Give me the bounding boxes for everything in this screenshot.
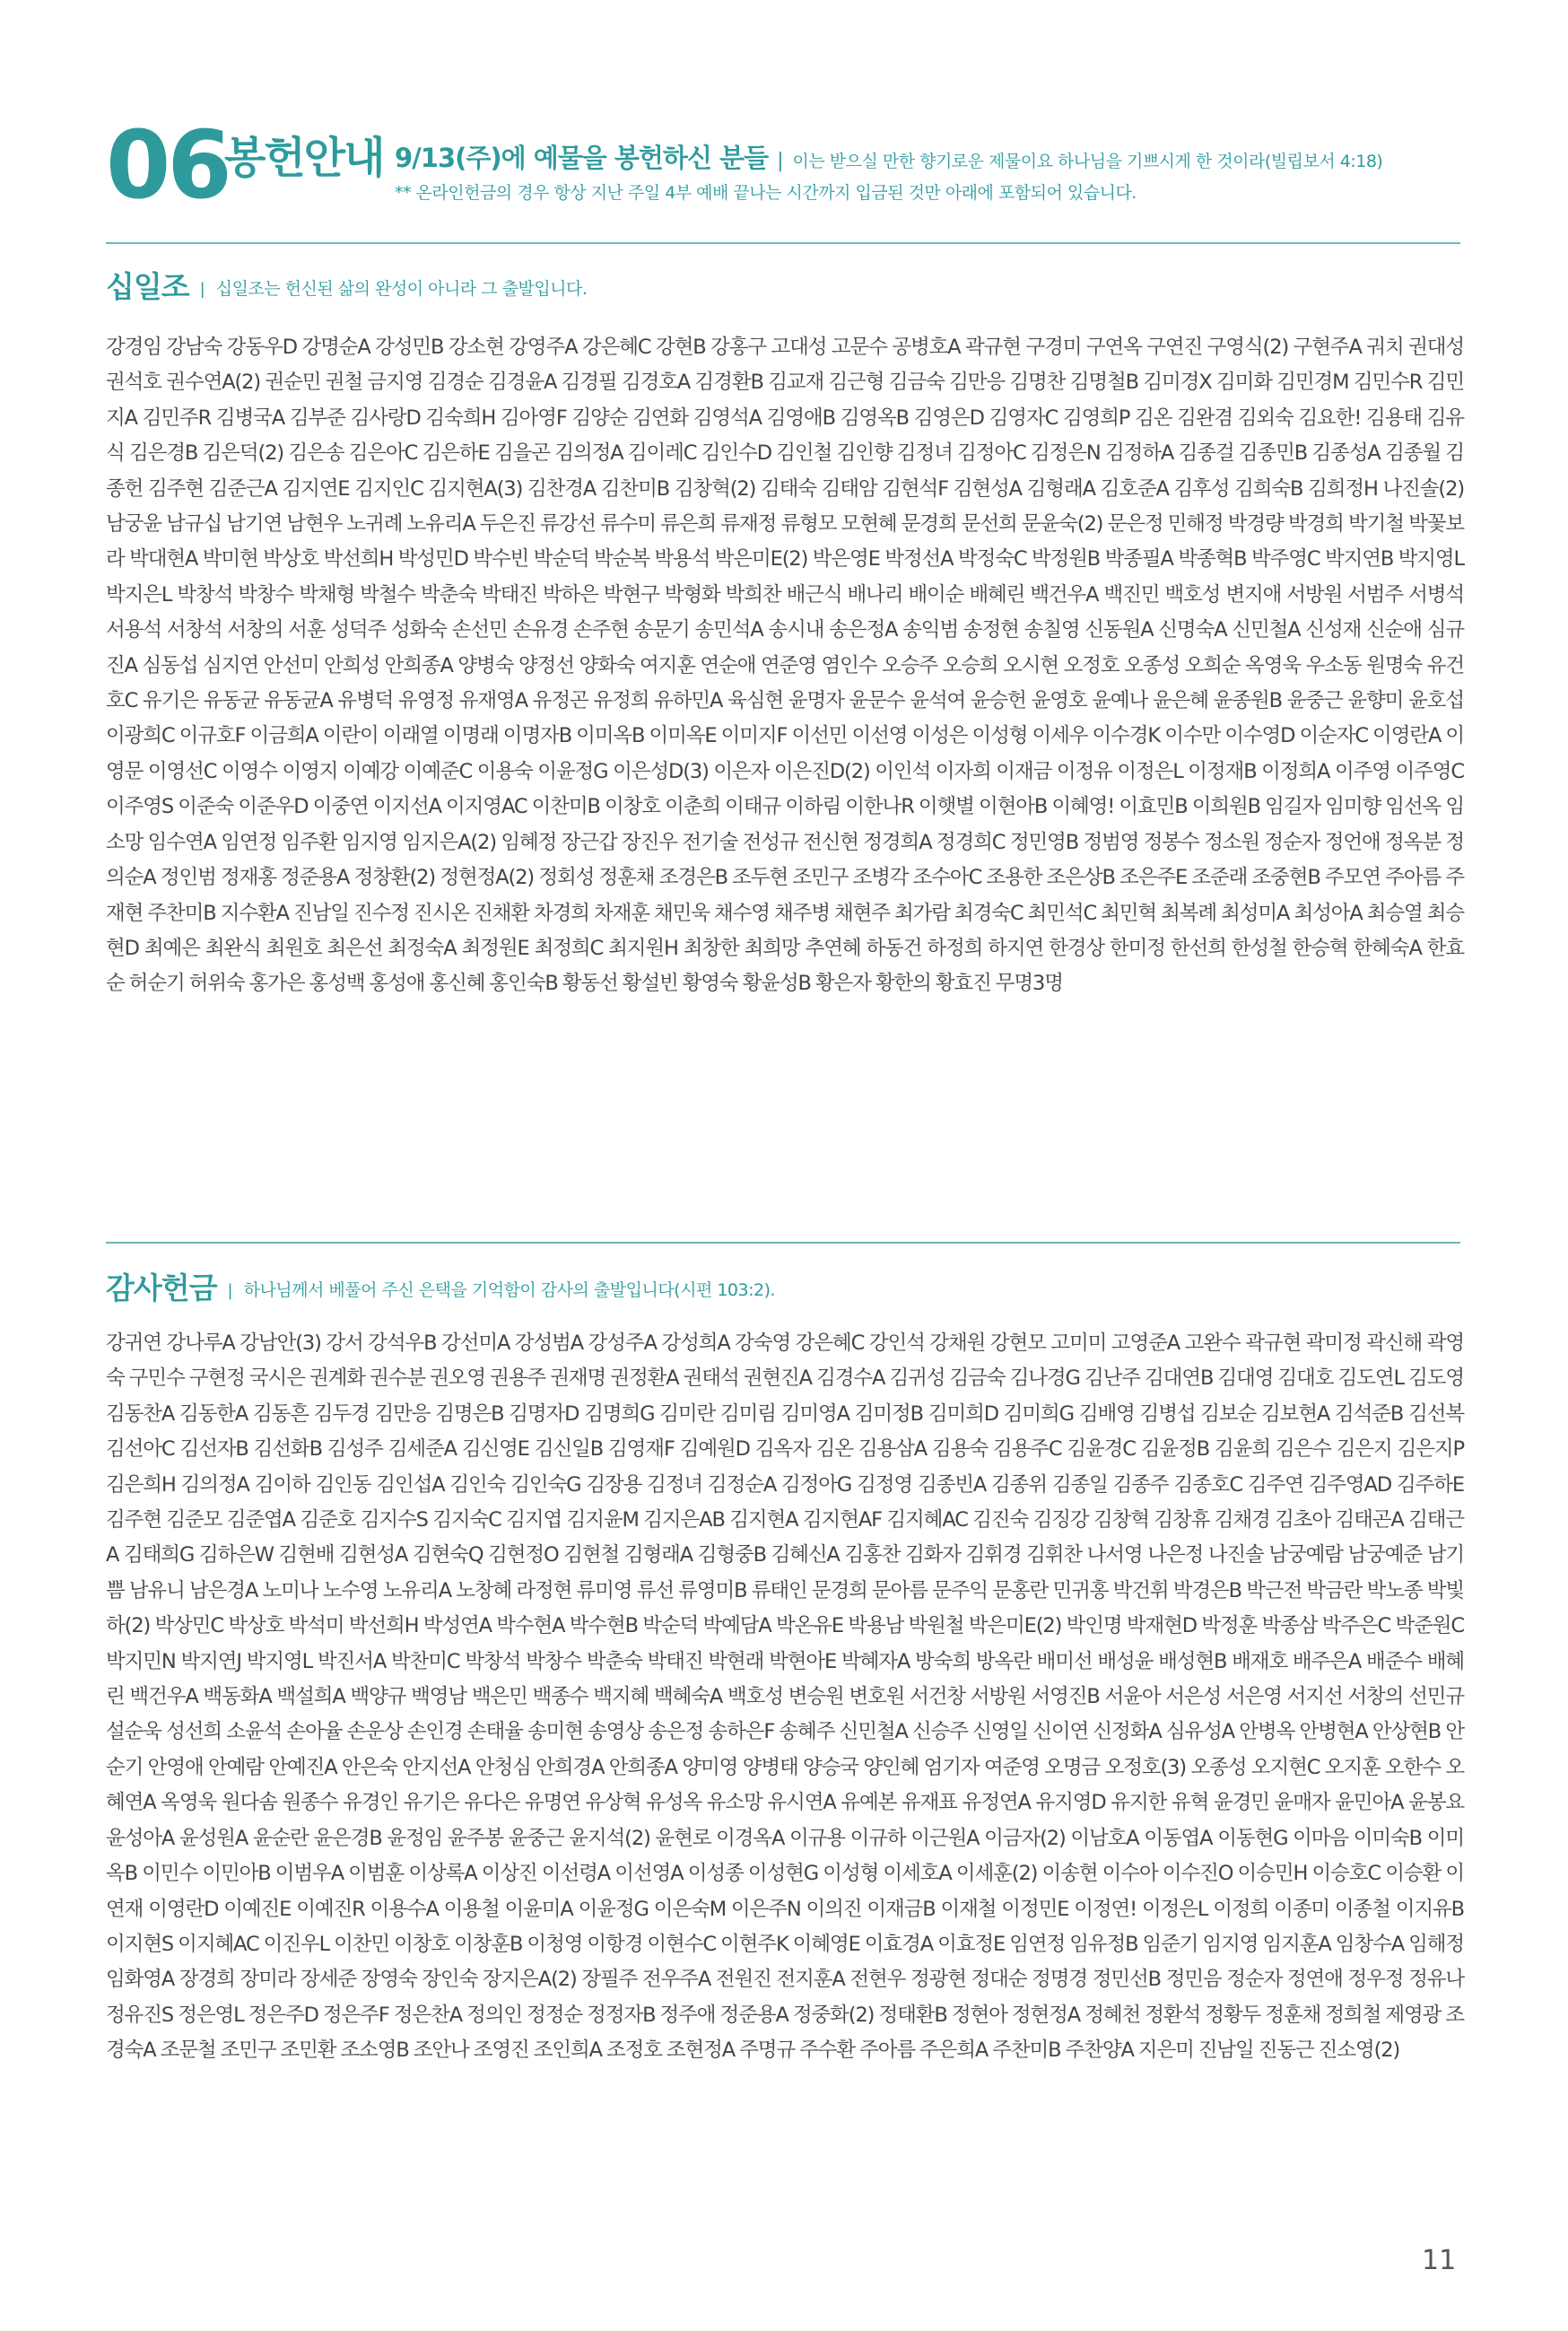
tithe-title: 십일조 xyxy=(106,269,189,304)
thanks-title: 감사헌금 xyxy=(106,1270,217,1305)
online-offering-note: ** 온라인헌금의 경우 항상 지난 주일 4부 예배 끝나는 시간까지 입금된 것만 아래에 포함되어 있습니다. xyxy=(395,183,1137,203)
header-subtitle-line xyxy=(395,138,1382,175)
section-divider xyxy=(106,1242,1460,1244)
tithe-names-list: 강경임 강남숙 강동우D 강명순A 강성민B 강소현 강영주A 강은혜C 강현B 강홍구 고대성 고문수 공병호A 곽규현 구경미 구연옥 구연진 구영식(2) 구현주A 궈치 권대성 권석호 권수연A(2) 권순민 권철 금지영 김경순 김경윤A 김경필 김경호A 김경환B 김교재 김근형 김금숙 김만응 김명찬 김명철B 김미경X 김미화 김민경M 김민수R 김민지A 김민주R 김병국A 김부준 김사랑D 김숙희H 김아영F 김양순 김연화 김영석A 김영애B 김영옥B 김영은D 김영자C 김영희P 김온 김완겸 김외숙 김요한! 김용태 김유식 김은경B 김은덕(2) 김은송 김은아C 김은하E 김을곤 김의정A 김이레C 김인수D 김인철 김인향 김정녀 김정아C 김정은N 김정하A 김종걸 김종민B 김종성A 김종월 김종헌 김주현 김준근A 김지연E 김지인C 김지현A(3) 김찬경A 김찬미B 김창혁(2) 김태숙 김태암 김현석F 김현성A 김형래A 김호준A 김후성 김희숙B 김희정H 나진솔(2) 남궁윤 남규십 남기연 남현우 노귀례 노유리A 두은진 류강선 류수미 류은희 류재정 류형모 모현혜 문경희 문선희 문윤숙(2) 문은정 민해정 박경량 박경희 박기철 박꽃보라 박대현A 박미현 박상호 박선희H 박성민D 박수빈 박순덕 박순복 박용석 박은미E(2) 박은영E 박정선A 박정숙C 박정원B 박종필A 박종혁B 박주영C 박지연B 박지영L 박지은L 박창석 박창수 박채형 박철수 박춘숙 박태진 박하은 박현구 박형화 박희찬 배근식 배나리 배이순 배혜린 백건우A 백진민 백호성 변지애 서방원 서범주 서병석 서용석 서창석 서창의 서훈 성덕주 성화숙 손선민 손유경 손주현 송문기 송민석A 송시내 송은정A 송익범 송정현 송칠영 신동원A 신명숙A 신민철A 신성재 신순애 심규진A 심동섭 심지연 안선미 안희성 안희종A 양병숙 양정선 양화숙 여지훈 연순애 연준영 염인수 오승주 오승희 오시현 오정호 오종성 오희순 옥영욱 우소동 원명숙 유건호C 유기은 유동균 유동균A 유병덕 유영정 유재영A 유정곤 유정희 유하민A 육심현 윤명자 윤문수 윤석여 윤승헌 윤영호 윤예나 윤은혜 윤종원B 윤중근 윤향미 윤호섭 이광희C 이규호F 이금희A 이란이 이래열 이명래 이명자B 이미옥B 이미옥E 이미지F 이선민 이선영 이성은 이성형 이세우 이수경K 이수만 이수영D 이순자C 이영란A 이영문 이영선C 이영수 이영지 이예강 이예준C 이용숙 이윤정G 이은성D(3) 이은자 이은진D(2) 이인석 이자희 이재금 이정유 이정은L 이정재B 이정희A 이주영 이주영C 이주영S 이준숙 이준우D 이중연 이지선A 이지영AC 이찬미B 이창호 이춘희 이태규 이하림 이한나R 이햇별 이현아B 이혜영! 이효민B 이희원B 임길자 임미향 임선옥 임소망 임수연A 임연정 임주환 임지영 임지은A(2) 임혜정 장근갑 장진우 전기술 전성규 전신현 정경희A 정경희C 정민영B 정범영 정봉수 정소원 정순자 정언애 정옥분 정의순A 정인범 정재홍 정준용A 정창환(2) 정현정A(2) 정회성 정훈채 조경은B 조두현 조민구 조병각 조수아C 조용한 조은상B 조은주E 조준래 조중현B 주모연 주아름 주재현 주찬미B 지수환A 진남일 진수정 진시온 진채환 차경희 차재훈 채민욱 채수영 채주병 채현주 최가람 최경숙C 최민석C 최민혁 최복례 최성미A 최성아A 최승열 최승현D 최예은 최완식 최원호 최은선 최정숙A 최정원E 최정희C 최지원H 최창한 최희망 추연혜 하동건 하정희 하지연 한경상 한미정 한선희 한성철 한승혁 한혜숙A 한효순 허순기 허위숙 홍가은 홍성백 홍성애 홍신혜 홍인숙B 황동선 황설빈 황영숙 황윤성B 황은자 황한의 황효진 무명3명 xyxy=(106,336,1464,996)
section-number: 06 xyxy=(106,110,229,220)
page-number: 11 xyxy=(1422,2245,1457,2276)
section-title: 봉헌안내 xyxy=(224,133,384,183)
header-separator: | xyxy=(777,150,784,172)
thanks-description: 하나님께서 베풀어 주신 은택을 기억함이 감사의 출발입니다(시편 103:2). xyxy=(243,1280,776,1300)
scripture-quote: 이는 받으실 만한 향기로운 제물이요 하나님을 기쁘시게 한 것이라(빌립보서 4:18) xyxy=(792,152,1383,171)
tithe-heading xyxy=(106,264,587,306)
tithe-separator: | xyxy=(199,280,205,299)
thanks-heading xyxy=(106,1265,775,1307)
offering-date-heading: 9/13(주)에 예물을 봉헌하신 분들 xyxy=(395,143,769,173)
thanks-separator: | xyxy=(227,1281,233,1300)
tithe-description: 십일조는 헌신된 삶의 완성이 아니라 그 출발입니다. xyxy=(215,279,588,299)
thanks-names-list: 강귀연 강나루A 강남안(3) 강서 강석우B 강선미A 강성범A 강성주A 강성희A 강숙영 강은혜C 강인석 강채원 강현모 고미미 고영준A 고완수 곽규현 곽미정 곽신해 곽영숙 구민수 구현정 국시은 권계화 권수분 권오영 권용주 권재명 권정환A 권태석 권현진A 김경수A 김귀성 김금숙 김나경G 김난주 김대연B 김대영 김대호 김도연L 김도영 김동찬A 김동한A 김동흔 김두경 김만응 김명은B 김명자D 김명희G 김미란 김미림 김미영A 김미정B 김미희D 김미희G 김배영 김병섭 김보순 김보현A 김석준B 김선복 김선아C 김선자B 김선화B 김성주 김세준A 김신영E 김신일B 김영재F 김예원D 김옥자 김온 김용삼A 김용숙 김용주C 김윤경C 김윤정B 김윤희 김은수 김은지 김은지P 김은희H 김의정A 김이하 김인동 김인섭A 김인숙 김인숙G 김장용 김정녀 김정순A 김정아G 김정영 김종빈A 김종위 김종일 김종주 김종호C 김주연 김주영AD 김주하E 김주현 김준모 김준엽A 김준호 김지수S 김지숙C 김지엽 김지윤M 김지은AB 김지현A 김지현AF 김지혜AC 김진숙 김징강 김창혁 김창휴 김채경 김초아 김태곤A 김태근A 김태희G 김하은W 김현배 김현성A 김현숙Q 김현정O 김현철 김형래A 김형중B 김혜신A 김홍찬 김화자 김휘경 김휘찬 나서영 나은정 나진솔 남궁예람 남궁예준 남기쁨 남유니 남은경A 노미나 노수영 노유리A 노창혜 라정현 류미영 류선 류영미B 류태인 문경희 문아름 문주익 문홍란 민귀홍 박건휘 박경은B 박근전 박금란 박노종 박빛하(2) 박상민C 박상호 박석미 박선희H 박성연A 박수현A 박수현B 박순덕 박예담A 박온유E 박용남 박원철 박은미E(2) 박인명 박재현D 박정훈 박종삼 박주은C 박준원C 박지민N 박지연J 박지영L 박진서A 박찬미C 박창석 박창수 박춘숙 박태진 박현래 박현아E 박혜자A 방숙희 방옥란 배미선 배성윤 배성현B 배재호 배주은A 배준수 배혜린 백건우A 백동화A 백설희A 백양규 백영남 백은민 백종수 백지혜 백혜숙A 백호성 변승원 변호원 서건창 서방원 서영진B 서윤아 서은성 서은영 서지선 서창의 선민규 설순욱 성선희 소윤석 손아율 손운상 손인경 손태율 송미현 송영상 송은정 송하은F 송혜주 신민철A 신승주 신영일 신이연 신정화A 심유성A 안병옥 안병현A 안상현B 안순기 안영애 안예람 안예진A 안은숙 안지선A 안청심 안희경A 안희종A 양미영 양병태 양승국 양인혜 엄기자 여준영 오명금 오정호(3) 오종성 오지현C 오지훈 오한수 오혜연A 옥영욱 원다솜 원종수 유경인 유기은 유다은 유명연 유상혁 유성옥 유소망 유시연A 유예본 유재표 유정연A 유지영D 유지한 유혁 윤경민 윤매자 윤민아A 윤봉요 윤성아A 윤성원A 윤순란 윤은경B 윤정임 윤주봉 윤중근 윤지석(2) 윤현로 이경옥A 이규용 이규하 이근원A 이금자(2) 이남호A 이동엽A 이동현G 이마음 이미숙B 이미옥B 이민수 이민아B 이범우A 이범훈 이상록A 이상진 이선령A 이선영A 이성종 이성현G 이성형 이세호A 이세훈(2) 이송현 이수아 이수진O 이승민H 이승호C 이승환 이연재 이영란D 이예진E 이예진R 이용수A 이용철 이윤미A 이윤정G 이은숙M 이은주N 이의진 이재금B 이재철 이정민E 이정연! 이정은L 이정희 이종미 이종철 이지유B 이지현S 이지혜AC 이진우L 이찬민 이창호 이창훈B 이청영 이항경 이현수C 이현주K 이혜영E 이효경A 이효정E 임연정 임유정B 임준기 임지영 임지훈A 임창수A 임해정 임화영A 장경희 장미라 장세준 장영숙 장인숙 장지은A(2) 장필주 전우주A 전원진 전지훈A 전현우 정광현 정대순 정명경 정민선B 정민음 정순자 정연애 정우정 정유나 정유진S 정은영L 정은주D 정은주F 정은찬A 정의인 정정순 정정자B 정주애 정준용A 정중화(2) 정태환B 정현아 정현정A 정혜천 정환석 정황두 정훈채 정희철 제영광 조경숙A 조문철 조민구 조민환 조소영B 조안나 조영진 조인희A 조정호 조현정A 주명규 주수환 주아름 주은희A 주찬미B 주찬양A 지은미 진남일 진동근 진소영(2) xyxy=(106,1331,1464,2063)
page-header xyxy=(106,110,1460,226)
header-divider xyxy=(106,242,1460,244)
